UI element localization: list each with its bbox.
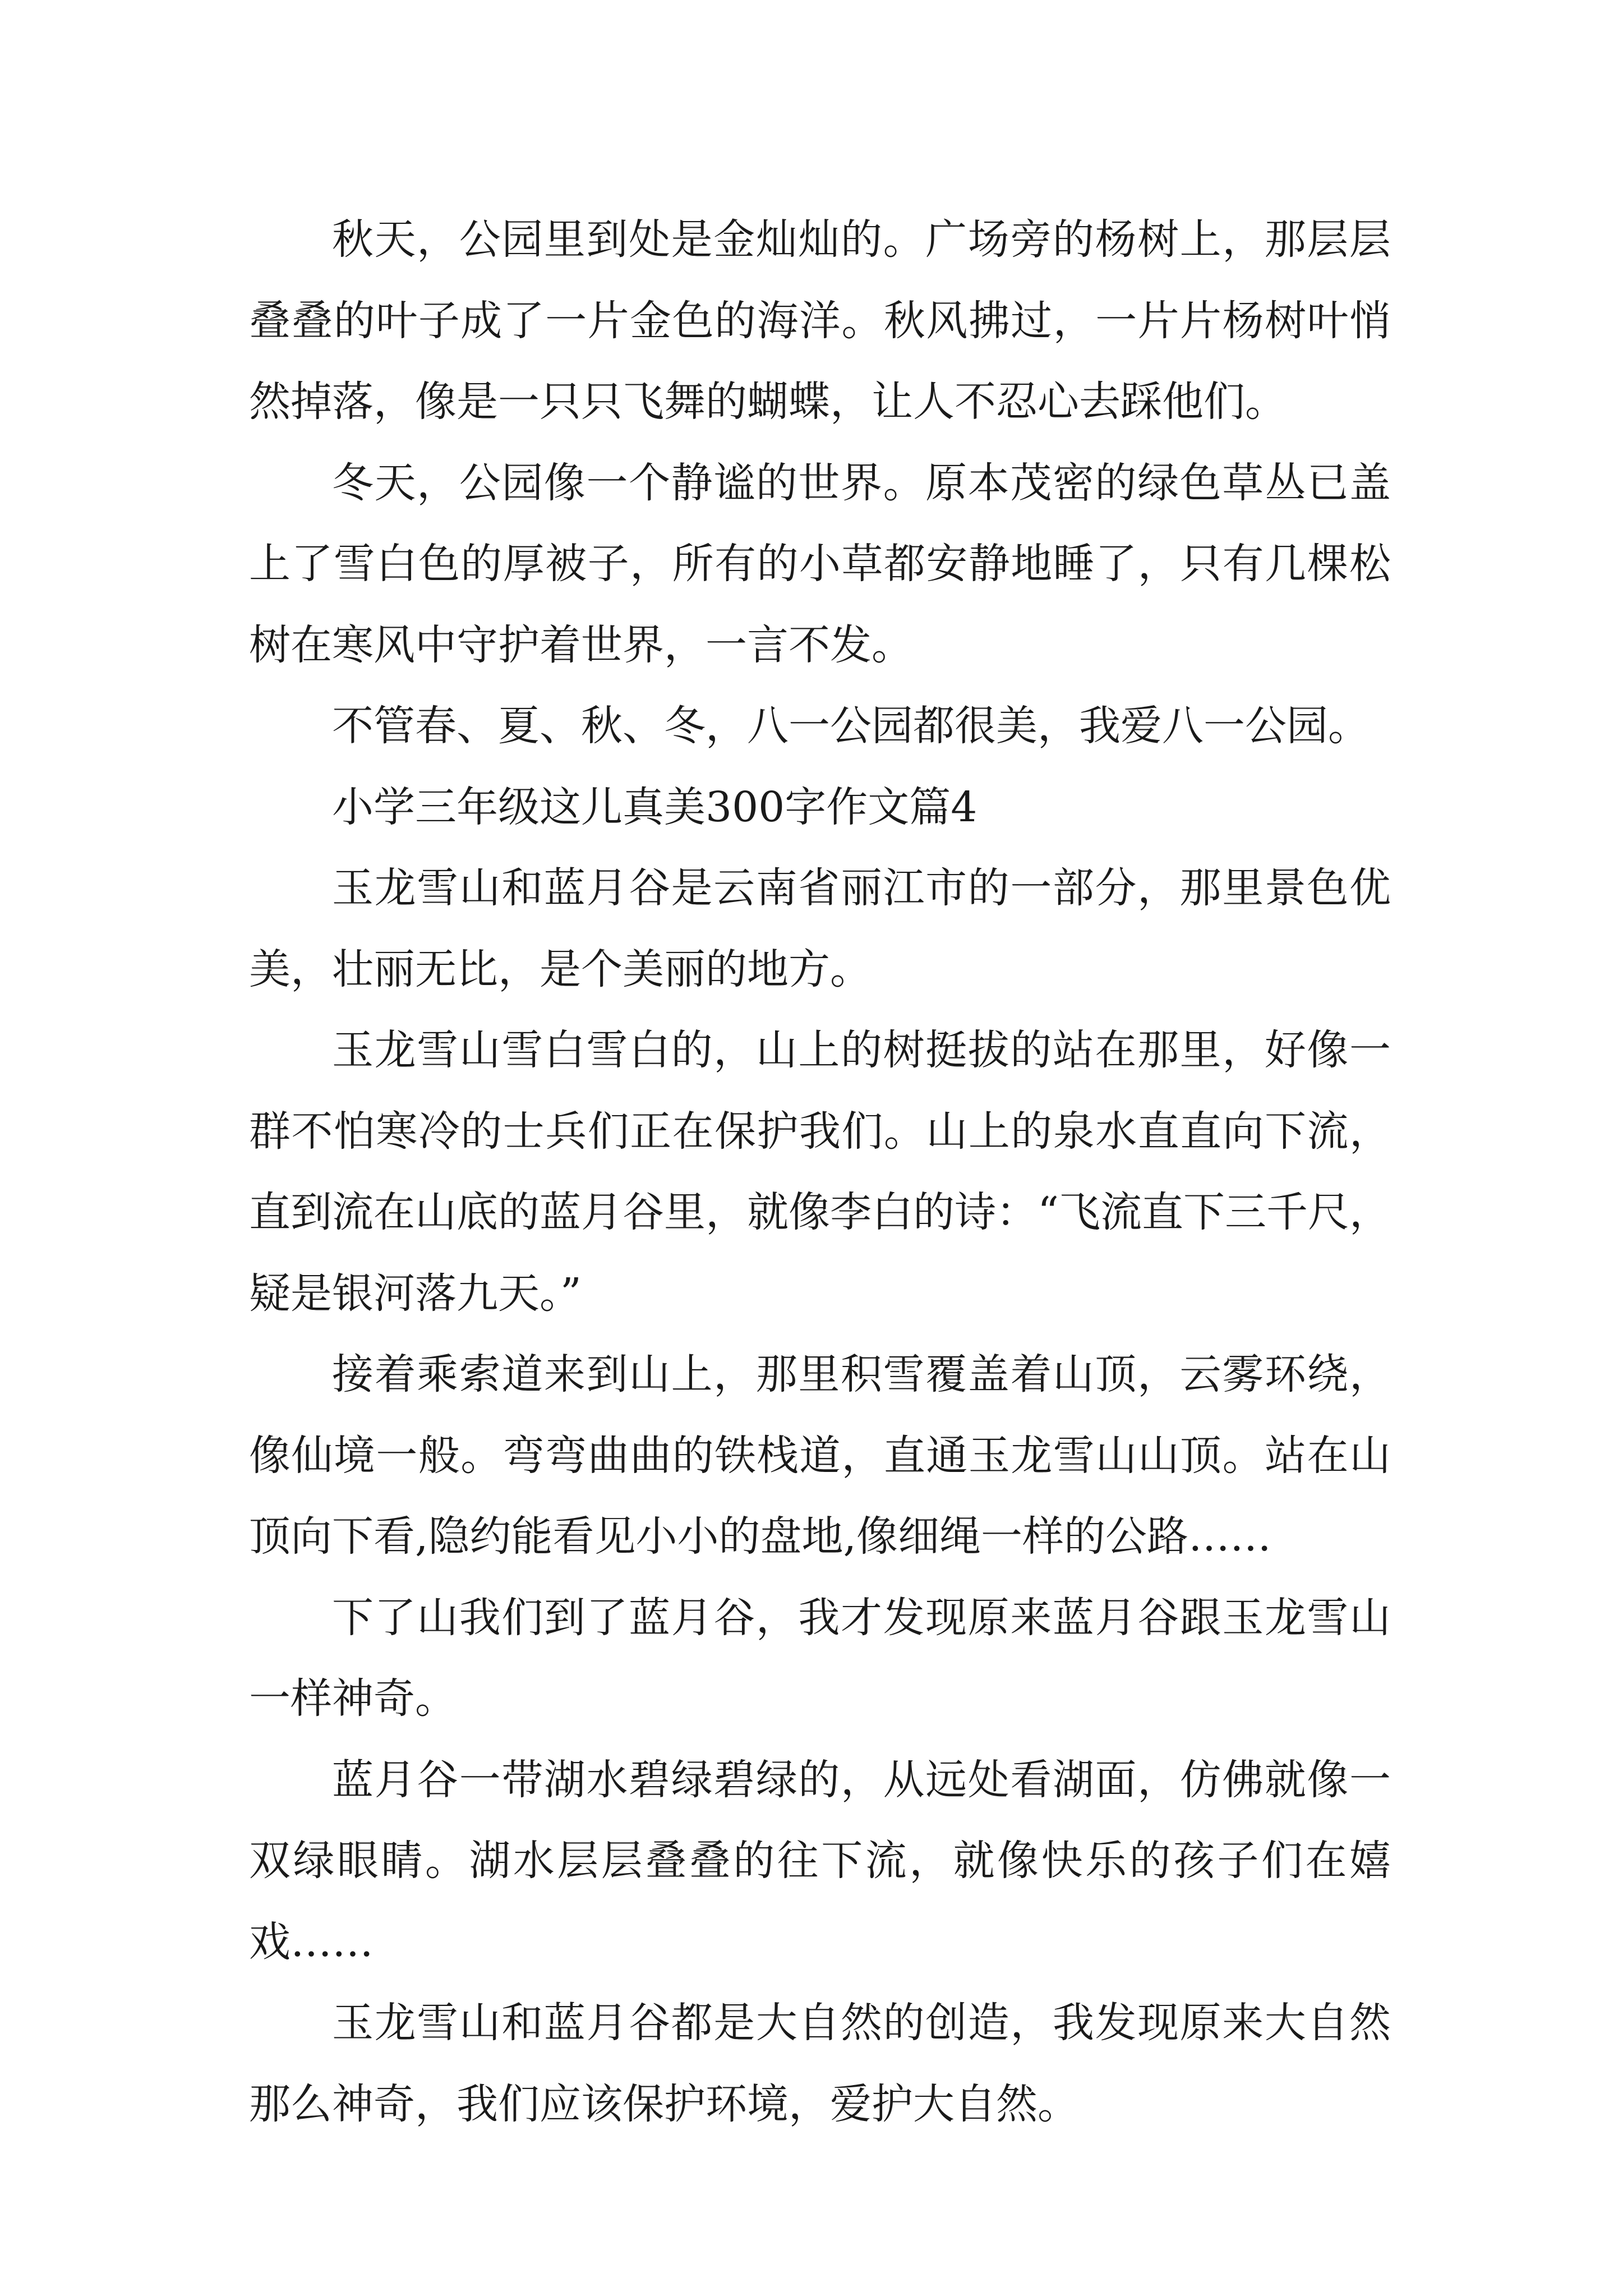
paragraph-conclusion: 不管春、夏、秋、冬，八一公园都很美，我爱八一公园。 <box>332 702 1370 750</box>
paragraph-winter: 冬天，公园像一个静谧的世界。原本茂密的绿色草丛已盖上了雪白色的厚被子，所有的小草都安静地睡了，只有几棵松树在寒风中守护着世界，一言不发。 <box>249 458 1391 669</box>
paragraph-lake: 蓝月谷一带湖水碧绿碧绿的，从远处看湖面，仿佛就像一双绿眼睛。湖水层层叠叠的往下流，就像快乐的孩子们在嬉戏…… <box>249 1755 1391 1966</box>
paragraph-cableway: 接着乘索道来到山上，那里积雪覆盖着山顶，云雾环绕，像仙境一般。弯弯曲曲的铁栈道，直通玉龙雪山山顶。站在山顶向下看,隐约能看见小小的盘地,像细绳一样的公路…… <box>249 1350 1391 1561</box>
paragraph-snow-mountain: 玉龙雪山雪白雪白的，山上的树挺拔的站在那里，好像一群不怕寒冷的士兵们正在保护我们。山上的泉水直直向下流，直到流在山底的蓝月谷里，就像李白的诗：“飞流直下三千尺，疑是银河落九天。” <box>249 1026 1391 1318</box>
paragraph-intro: 玉龙雪山和蓝月谷是云南省丽江市的一部分，那里景色优美，壮丽无比，是个美丽的地方。 <box>249 864 1391 993</box>
paragraph-autumn: 秋天，公园里到处是金灿灿的。广场旁的杨树上，那层层叠叠的叶子成了一片金色的海洋。秋风拂过，一片片杨树叶悄然掉落，像是一只只飞舞的蝴蝶，让人不忍心去踩他们。 <box>249 215 1391 426</box>
document-body <box>249 199 1391 2145</box>
section-heading: 小学三年级这儿真美300字作文篇4 <box>332 783 978 831</box>
paragraph-nature: 玉龙雪山和蓝月谷都是大自然的创造，我发现原来大自然那么神奇，我们应该保护环境，爱护大自然。 <box>249 1999 1391 2128</box>
paragraph-blue-moon-valley: 下了山我们到了蓝月谷，我才发现原来蓝月谷跟玉龙雪山一样神奇。 <box>249 1593 1391 1723</box>
